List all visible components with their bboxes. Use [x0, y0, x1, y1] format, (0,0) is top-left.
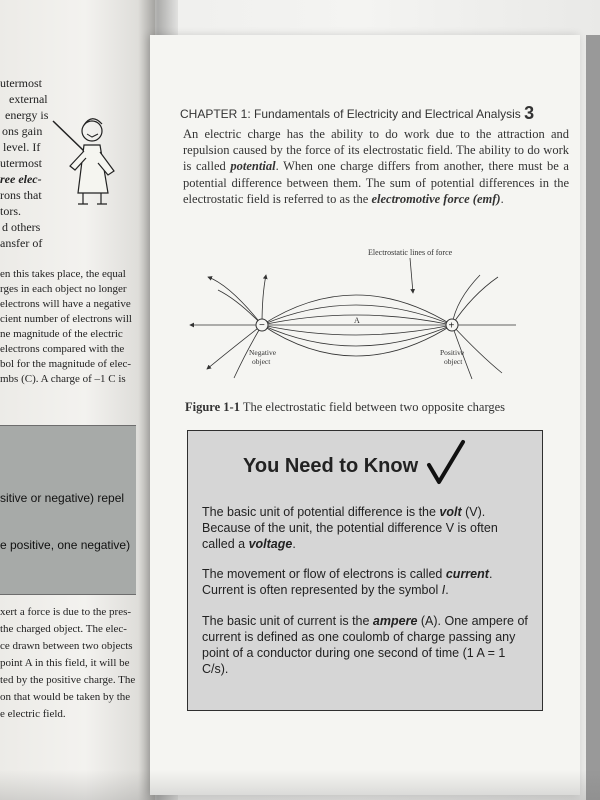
left-line: cient number of electrons will: [0, 313, 132, 325]
box-text: .: [445, 583, 449, 597]
volt-term: volt: [439, 505, 462, 519]
current-term: current: [445, 567, 489, 581]
figure-number: Figure 1-1: [185, 400, 240, 414]
left-line: d others: [2, 220, 41, 234]
negative-object-label: Negative: [249, 348, 277, 357]
bottom-shadow: [0, 770, 600, 800]
point-a-label: A: [354, 316, 360, 325]
ampere-paragraph: [202, 613, 530, 677]
field-line: [262, 325, 452, 346]
emf-term: electromotive force (emf): [371, 191, 501, 206]
left-line: the charged object. The elec-: [0, 623, 127, 635]
field-label-arrow: [410, 258, 413, 293]
left-line: utermost: [0, 156, 42, 170]
box-text: The movement or flow of electrons is called: [202, 567, 446, 581]
left-line: en this takes place, the equal: [0, 268, 126, 280]
left-line: electrons will have a negative: [0, 298, 131, 310]
field-line: [452, 275, 480, 325]
left-box-line: e positive, one negative): [0, 538, 131, 552]
paragraph-text: . When one charge differs from another, there must be a potential difference between them. The sum of potential differences in the electrostatic field is referred to as the: [183, 159, 569, 206]
right-page: [150, 35, 580, 795]
page-number: 3: [524, 103, 535, 123]
left-line: energy is: [5, 108, 49, 122]
paragraph-text: An electric charge has the ability to do work due to the attraction and repulsion caused by the force of its electrostatic field. The ability to do work is called: [183, 127, 569, 174]
field-label: Electrostatic lines of force: [368, 248, 453, 257]
negative-symbol: −: [259, 320, 265, 331]
left-line: xert a force is due to the pres-: [0, 606, 132, 618]
left-line: e electric field.: [0, 708, 66, 720]
left-line: ted by the positive charge. The: [0, 674, 136, 686]
left-line: bol for the magnitude of elec-: [0, 358, 132, 370]
figure-caption: [185, 400, 545, 415]
left-mid-text: [0, 267, 150, 387]
box-text: .: [292, 537, 296, 551]
you-need-to-know-box: [187, 430, 543, 711]
intro-paragraph: [183, 126, 569, 207]
teacher-cartoon: [50, 113, 128, 208]
box-text: (A). One ampere of current is defined as one coulomb of charge passing any point of a conductor during one second of time (1 A = 1 C/s).: [202, 614, 528, 676]
caption-text: The electrostatic field between two opposite charges: [242, 400, 506, 414]
left-line: ce drawn between two objects: [0, 640, 133, 652]
right-page-edge: [586, 35, 600, 800]
field-line: [218, 290, 262, 325]
left-line: ons gain: [2, 124, 43, 138]
left-line: point A in this field, it will be: [0, 657, 130, 669]
left-line: rons that: [0, 188, 42, 202]
left-bottom-text: [0, 604, 150, 723]
left-line: ne magnitude of the electric: [0, 328, 123, 340]
positive-symbol: +: [448, 320, 455, 332]
left-line: ansfer of: [0, 236, 43, 250]
volt-paragraph: [202, 504, 530, 552]
chapter-title: CHAPTER 1: Fundamentals of Electricity and Electrical Analysis: [180, 107, 521, 121]
left-line: rges in each object no longer: [0, 283, 127, 295]
positive-object-label: object: [444, 357, 463, 366]
field-line: [262, 325, 452, 335]
ampere-term: ampere: [372, 614, 418, 628]
left-box-line: sitive or negative) repel: [0, 491, 125, 505]
left-line: utermost: [0, 76, 42, 90]
paragraph-text: .: [500, 191, 504, 206]
left-line: electrons compared with the: [0, 343, 125, 355]
box-text: . Current is often represented by the symbol: [202, 567, 493, 597]
box-title: You Need to Know: [243, 455, 419, 477]
check-icon: [426, 440, 466, 485]
page-header: [180, 102, 570, 123]
field-lines: [190, 275, 516, 379]
left-line: level. If: [3, 140, 41, 154]
positive-object-label: Positive: [440, 348, 465, 357]
box-text: The basic unit of current is the: [202, 614, 373, 628]
field-line: [452, 277, 498, 325]
box-text: (V). Because of the unit, the potential difference V is often called a: [202, 505, 498, 551]
left-line: external: [9, 92, 48, 106]
current-paragraph: [202, 566, 530, 598]
left-line: tors.: [0, 204, 21, 218]
potential-term: potential: [230, 159, 276, 174]
negative-object-label: object: [252, 357, 271, 366]
left-page: [0, 0, 155, 800]
field-line: [262, 275, 266, 325]
voltage-term: voltage: [248, 537, 293, 551]
left-line: on that would be taken by the: [0, 691, 131, 703]
left-line: ree elec-: [0, 172, 42, 186]
current-symbol: I: [441, 583, 446, 597]
left-line: mbs (C). A charge of –1 C is: [0, 373, 126, 385]
box-text: The basic unit of potential difference is the: [202, 505, 440, 519]
left-note-box: [0, 425, 136, 595]
